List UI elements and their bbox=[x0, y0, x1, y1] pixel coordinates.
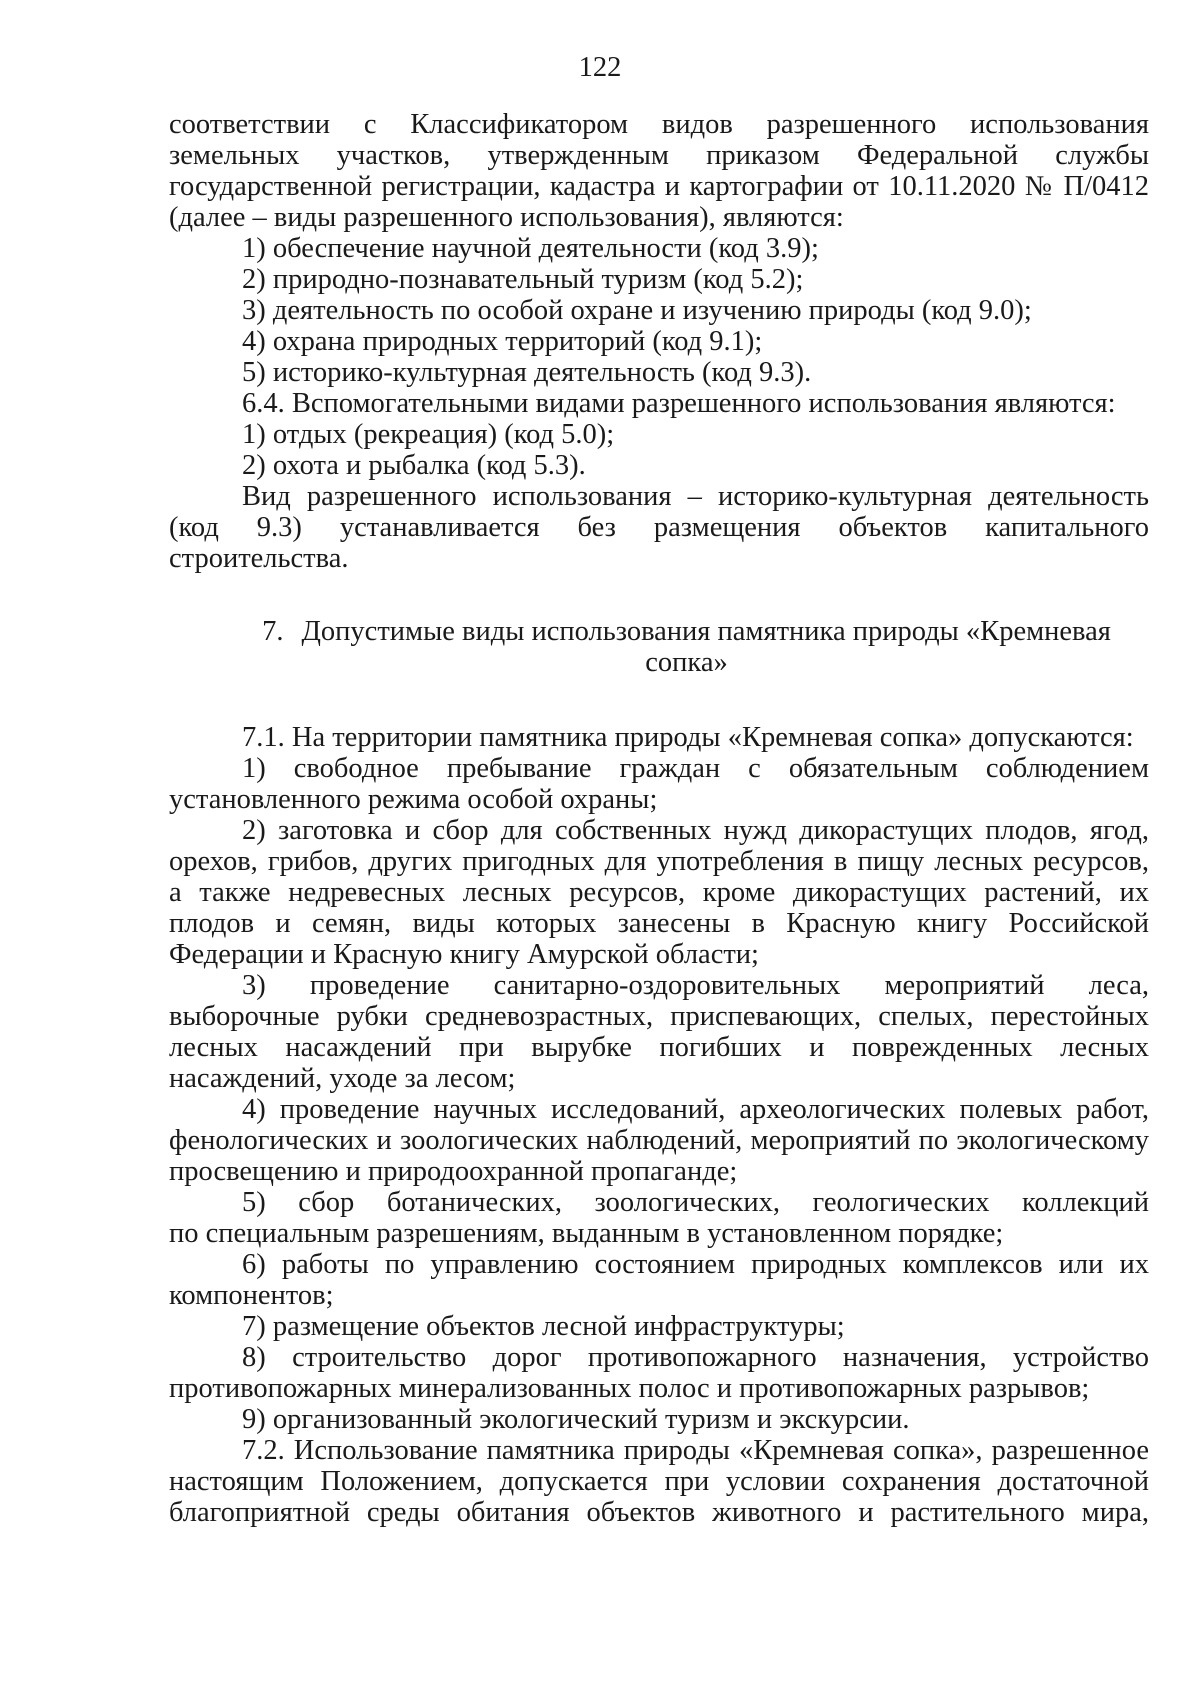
section-6-intro bbox=[169, 109, 1149, 233]
text-line: Вид разрешенного использования – историко-культурная деятельность bbox=[242, 481, 1149, 512]
text-line: насаждений, уходе за лесом; bbox=[169, 1063, 516, 1094]
text-line: (код 9.3) устанавливается без размещения объектов капитального bbox=[169, 512, 1149, 543]
text-line: установленного режима особой охраны; bbox=[169, 784, 658, 815]
text-line: 7) размещение объектов лесной инфраструктуры; bbox=[242, 1311, 845, 1342]
text-line: 9) организованный экологический туризм и экскурсии. bbox=[242, 1404, 910, 1435]
list-item: 4) охрана природных территорий (код 9.1); bbox=[242, 326, 763, 357]
text-line: 5) сбор ботанических, зоологических, геологических коллекций bbox=[242, 1187, 1149, 1218]
heading-number: 7. bbox=[262, 616, 284, 647]
text-line: строительства. bbox=[169, 543, 349, 574]
list-item: 3) деятельность по особой охране и изучению природы (код 9.0); bbox=[242, 295, 1032, 326]
list-item bbox=[169, 1404, 1149, 1435]
text-line: государственной регистрации, кадастра и картографии от 10.11.2020 № П/0412 bbox=[169, 171, 1149, 202]
text-line: плодов и семян, виды которых занесены в Красную книгу Российской bbox=[169, 908, 1149, 939]
list-item bbox=[169, 753, 1149, 815]
text-line: а также недревесных лесных ресурсов, кроме дикорастущих растений, их bbox=[169, 877, 1149, 908]
list-item: 1) обеспечение научной деятельности (код 3.9); bbox=[242, 233, 819, 264]
text-line: противопожарных минерализованных полос и противопожарных разрывов; bbox=[169, 1373, 1090, 1404]
text-line: соответствии с Классификатором видов разрешенного использования bbox=[169, 109, 1149, 140]
text-line: настоящим Положением, допускается при условии сохранения достаточной bbox=[169, 1466, 1149, 1497]
text-line: лесных насаждений при вырубке погибших и поврежденных лесных bbox=[169, 1032, 1149, 1063]
list-item bbox=[169, 1094, 1149, 1187]
page-number: 122 bbox=[578, 52, 622, 83]
heading-text-line: Допустимые виды использования памятника природы «Кремневая bbox=[301, 616, 1111, 647]
permitted-uses-list bbox=[169, 753, 1149, 1435]
list-item bbox=[169, 815, 1149, 970]
text-line: 3) проведение санитарно-оздоровительных мероприятий леса, bbox=[242, 970, 1149, 1001]
text-line: 8) строительство дорог противопожарного назначения, устройство bbox=[242, 1342, 1149, 1373]
list-item: 2) охота и рыбалка (код 5.3). bbox=[242, 450, 586, 481]
text-line: 2) заготовка и сбор для собственных нужд дикорастущих плодов, ягод, bbox=[242, 815, 1149, 846]
document-body bbox=[169, 109, 1149, 1528]
clause-7-1: 7.1. На территории памятника природы «Кремневая сопка» допускаются: bbox=[242, 722, 1134, 753]
text-line: 1) свободное пребывание граждан с обязательным соблюдением bbox=[242, 753, 1149, 784]
list-item bbox=[169, 1342, 1149, 1404]
text-line: просвещению и природоохранной пропаганде; bbox=[169, 1156, 738, 1187]
text-line: по специальным разрешениям, выданным в установленном порядке; bbox=[169, 1218, 1004, 1249]
text-line: 7.2. Использование памятника природы «Кремневая сопка», разрешенное bbox=[242, 1435, 1149, 1466]
list-item bbox=[169, 970, 1149, 1094]
text-line: 4) проведение научных исследований, археологических полевых работ, bbox=[242, 1094, 1149, 1125]
list-item: 1) отдых (рекреация) (код 5.0); bbox=[242, 419, 615, 450]
clause-7-2 bbox=[169, 1435, 1149, 1528]
text-line: фенологических и зоологических наблюдений, мероприятий по экологическому bbox=[169, 1125, 1149, 1156]
clause-6-4: 6.4. Вспомогательными видами разрешенного использования являются: bbox=[242, 388, 1116, 419]
text-line: Федерации и Красную книгу Амурской области; bbox=[169, 939, 759, 970]
text-line: благоприятной среды обитания объектов животного и растительного мира, bbox=[169, 1497, 1149, 1528]
text-line: (далее – виды разрешенного использования), являются: bbox=[169, 202, 844, 233]
list-item bbox=[169, 1249, 1149, 1311]
section-7-heading bbox=[169, 616, 1149, 678]
text-line: выборочные рубки средневозрастных, приспевающих, спелых, перестойных bbox=[169, 1001, 1149, 1032]
text-line: земельных участков, утвержденным приказом Федеральной службы bbox=[169, 140, 1149, 171]
heading-text-line: сопка» bbox=[645, 647, 728, 678]
text-line: 6) работы по управлению состоянием природных комплексов или их bbox=[242, 1249, 1149, 1280]
list-item bbox=[169, 1311, 1149, 1342]
main-uses-list bbox=[169, 233, 1149, 388]
list-item: 5) историко-культурная деятельность (код 9.3). bbox=[242, 357, 812, 388]
list-item bbox=[169, 1187, 1149, 1249]
text-line: орехов, грибов, других пригодных для употребления в пищу лесных ресурсов, bbox=[169, 846, 1149, 877]
list-item: 2) природно-познавательный туризм (код 5.2); bbox=[242, 264, 804, 295]
text-line: компонентов; bbox=[169, 1280, 334, 1311]
auxiliary-uses-list bbox=[169, 419, 1149, 481]
code-9-3-note bbox=[169, 481, 1149, 574]
